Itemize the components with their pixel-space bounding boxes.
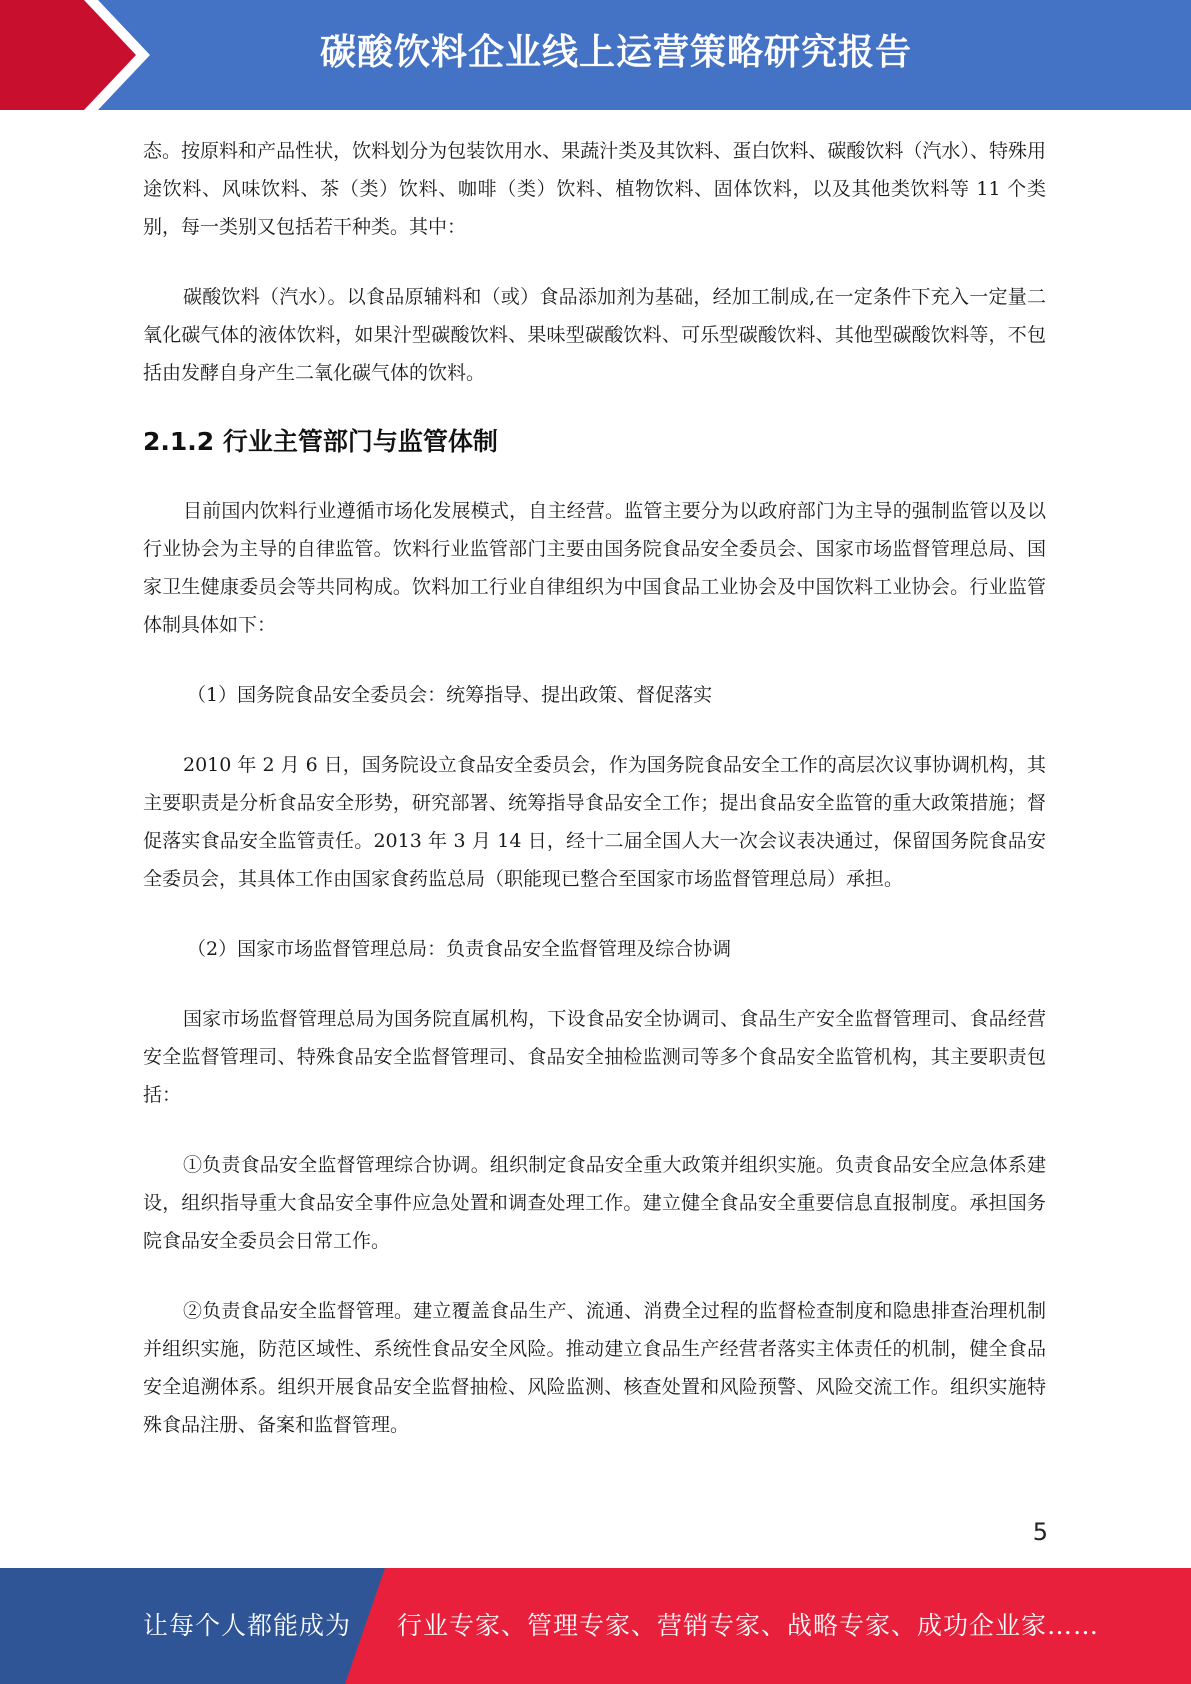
paragraph-samr: 国家市场监督管理总局为国务院直属机构，下设食品安全协调司、食品生产安全监督管理司、食品经营安全监督管理司、特殊食品安全监督管理司、食品安全抽检监测司等多个食品安全监管机构，其主要职责包括： xyxy=(143,1008,1046,1106)
paragraph-carbonated-definition: 碳酸饮料（汽水）。以食品原辅料和（或）食品添加剂为基础，经加工制成,在一定条件下充入一定量二氧化碳气体的液体饮料，如果汁型碳酸饮料、果味型碳酸饮料、可乐型碳酸饮料、其他型碳酸饮料等，不包括由发酵自身产生二氧化碳气体的饮料。 xyxy=(143,286,1046,384)
page-header xyxy=(0,0,1191,110)
subheading-state-council: （1）国务院食品安全委员会：统筹指导、提出政策、督促落实 xyxy=(187,684,713,706)
report-title: 碳酸饮料企业线上运营策略研究报告 xyxy=(320,32,913,73)
page-footer xyxy=(0,1568,1191,1684)
paragraph-duty-2: ②负责食品安全监督管理。建立覆盖食品生产、流通、消费全过程的监督检查制度和隐患排查治理机制并组织实施，防范区域性、系统性食品安全风险。推动建立食品生产经营者落实主体责任的机制，健全食品安全追溯体系。组织开展食品安全监督抽检、风险监测、核查处置和风险预警、风险交流工作。组织实施特殊食品注册、备案和监督管理。 xyxy=(143,1300,1046,1436)
document-body xyxy=(143,132,1046,1444)
paragraph-beverage-categories: 态。按原料和产品性状，饮料划分为包装饮用水、果蔬汁类及其饮料、蛋白饮料、碳酸饮料（汽水）、特殊用途饮料、风味饮料、茶（类）饮料、咖啡（类）饮料、植物饮料、固体饮料，以及其他类饮料等 11 个类别，每一类别又包括若干种类。其中： xyxy=(143,140,1046,238)
section-heading: 2.1.2 行业主管部门与监管体制 xyxy=(143,427,498,456)
paragraph-state-council: 2010 年 2 月 6 日，国务院设立食品安全委员会，作为国务院食品安全工作的高层次议事协调机构，其主要职责是分析食品安全形势，研究部署、统筹指导食品安全工作；提出食品安全监管的重大政策措施；督促落实食品安全监管责任。2013 年 3 月 14 日，经十二届全国人大一次会议表决通过，保留国务院食品安全委员会，其具体工作由国家食药监总局（职能现已整合至国家市场监督管理总局）承担。 xyxy=(143,754,1046,890)
footer-slogan-right: 行业专家、管理专家、营销专家、战略专家、成功企业家…… xyxy=(397,1611,1100,1640)
page-number: 5 xyxy=(1032,1518,1048,1546)
header-arrow-decoration xyxy=(0,0,160,110)
paragraph-regulation-overview: 目前国内饮料行业遵循市场化发展模式，自主经营。监管主要分为以政府部门为主导的强制监管以及以行业协会为主导的自律监管。饮料行业监管部门主要由国务院食品安全委员会、国家市场监督管理总局、国家卫生健康委员会等共同构成。饮料加工行业自律组织为中国食品工业协会及中国饮料工业协会。行业监管体制具体如下： xyxy=(143,500,1046,636)
paragraph-duty-1: ①负责食品安全监督管理综合协调。组织制定食品安全重大政策并组织实施。负责食品安全应急体系建设，组织指导重大食品安全事件应急处置和调查处理工作。建立健全食品安全重要信息直报制度。承担国务院食品安全委员会日常工作。 xyxy=(143,1154,1046,1252)
subheading-samr: （2）国家市场监督管理总局：负责食品安全监督管理及综合协调 xyxy=(187,938,732,960)
footer-slogan-left: 让每个人都能成为 xyxy=(143,1611,352,1640)
